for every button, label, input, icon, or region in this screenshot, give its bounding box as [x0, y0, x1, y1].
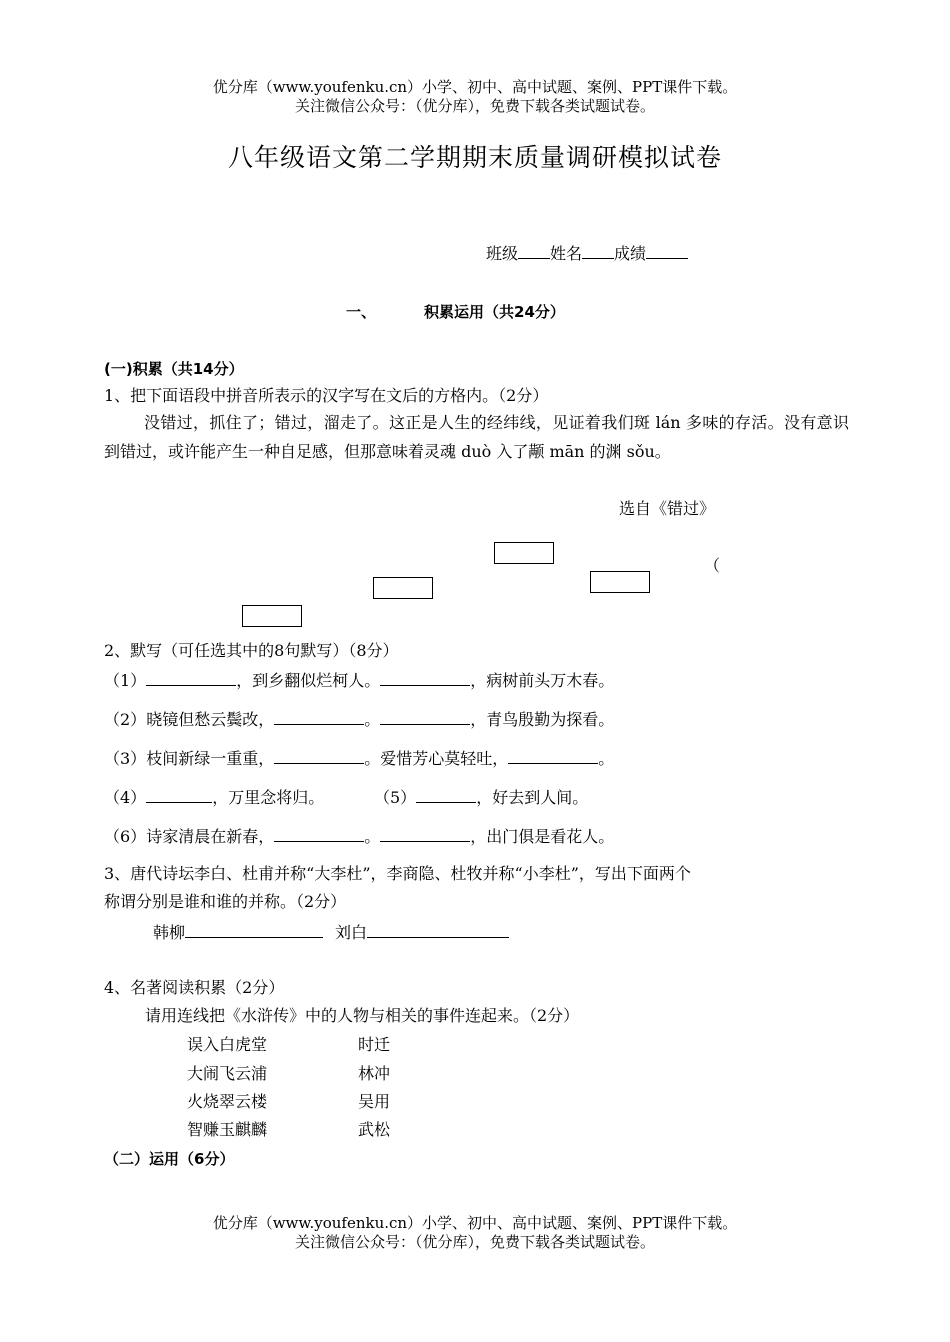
q2-line-5-number: （5） — [374, 788, 417, 807]
answer-box-3[interactable] — [590, 571, 650, 593]
q2-line-4 — [104, 787, 324, 808]
q3-prompt-line-1: 3、唐代诗坛李白、杜甫并称“大李杜”，李商隐、杜牧并称“小李杜”，写出下面两个 — [104, 864, 691, 883]
score-blank[interactable] — [646, 243, 688, 259]
q2-line-6-text-b: ，出门俱是看花人。 — [470, 827, 615, 846]
q2-line-1-blank-a[interactable] — [146, 670, 236, 686]
q4-person-3[interactable]: 吴用 — [358, 1092, 391, 1111]
q4-event-1[interactable]: 误入白虎堂 — [187, 1035, 268, 1054]
q2-line-4-number: （4） — [104, 788, 147, 807]
answer-box-2[interactable] — [373, 577, 433, 599]
q2-line-4-text: ，万里念将归。 — [212, 788, 325, 807]
q4-person-2[interactable]: 林冲 — [358, 1064, 391, 1083]
q4-person-4[interactable]: 武松 — [358, 1120, 391, 1139]
q2-line-2-number: （2） — [104, 710, 147, 729]
q2-line-3-text-b: 。 — [598, 749, 615, 768]
q2-line-3 — [104, 748, 614, 769]
part-1-title: (一)积累（共14分） — [104, 360, 244, 378]
q3-prompt-line-2: 称谓分别是谁和谁的并称。（2分） — [104, 892, 347, 911]
q2-line-2 — [104, 709, 614, 730]
q4-event-3[interactable]: 火烧翠云楼 — [187, 1092, 268, 1111]
q2-line-2-text-b: ，青鸟殷勤为探看。 — [470, 710, 615, 729]
footer-line-2: 关注微信公众号：（优分库），免费下载各类试题试卷。 — [294, 1233, 655, 1251]
class-label: 班级 — [486, 244, 519, 263]
q4-event-4[interactable]: 智赚玉麒麟 — [187, 1120, 268, 1139]
header-line-1: 优分库（www.youfenku.cn）小学、初中、高中试题、案例、PPT课件下载。 — [212, 78, 738, 96]
q2-line-3-number: （3） — [104, 749, 147, 768]
name-blank[interactable] — [582, 243, 614, 259]
q1-source: 选自《错过》 — [619, 499, 716, 518]
q2-line-1-blank-b[interactable] — [380, 670, 470, 686]
q1-paren: （ — [704, 556, 721, 575]
q2-line-6-blank-b[interactable] — [380, 826, 470, 842]
q2-line-5-text: ，好去到人间。 — [476, 788, 589, 807]
q3-blank-2[interactable] — [367, 922, 509, 938]
q2-line-6-text: 诗家清晨在新春， — [146, 827, 275, 846]
q3-label-1: 韩柳 — [153, 923, 186, 942]
q4-instruction: 请用连线把《水浒传》中的人物与相关的事件连起来。（2分） — [145, 1006, 580, 1025]
q3-blank-1[interactable] — [185, 922, 323, 938]
score-label: 成绩 — [614, 244, 647, 263]
answer-box-1[interactable] — [494, 542, 554, 564]
section-1-number: 一、 — [346, 303, 377, 321]
q2-prompt: 2、默写（可任选其中的8句默写）（8分） — [104, 641, 399, 660]
q2-line-2-text-a: 。 — [364, 710, 381, 729]
q2-line-1-text-a: ，到乡翻似烂柯人。 — [236, 671, 381, 690]
student-info-line — [486, 243, 688, 264]
footer-line-1: 优分库（www.youfenku.cn）小学、初中、高中试题、案例、PPT课件下载。 — [212, 1214, 738, 1232]
q2-line-1-text-b: ，病树前头万木春。 — [470, 671, 615, 690]
class-blank[interactable] — [518, 243, 550, 259]
q2-line-6-blank-a[interactable] — [274, 826, 364, 842]
q2-line-6-text-a: 。 — [364, 827, 381, 846]
q4-person-1[interactable]: 时迁 — [358, 1035, 391, 1054]
q2-line-3-blank-b[interactable] — [508, 748, 598, 764]
q2-line-3-text-a: 。爱惜芳心莫轻吐， — [364, 749, 509, 768]
q2-line-2-blank-a[interactable] — [274, 709, 364, 725]
header-line-2: 关注微信公众号：（优分库），免费下载各类试题试卷。 — [294, 97, 655, 115]
q2-line-1 — [104, 670, 614, 691]
q2-line-5 — [374, 787, 588, 808]
q2-line-4-blank[interactable] — [146, 787, 212, 803]
q1-passage: 没错过，抓住了；错过，溜走了。这正是人生的经纬线，见证着我们斑 lán 多味的存活。没有意识到错过，或许能产生一种自足感，但那意味着灵魂 duò 入了颟 mān 的渊 sǒu。 — [104, 413, 849, 461]
part-2-title: （二）运用（6分） — [104, 1150, 235, 1168]
q4-prompt: 4、名著阅读积累（2分） — [104, 978, 285, 997]
q2-line-2-text: 晓镜但愁云鬓改， — [146, 710, 275, 729]
q3-label-2: 刘白 — [335, 923, 368, 942]
q2-line-5-blank[interactable] — [416, 787, 476, 803]
q2-line-6 — [104, 826, 614, 847]
page-title: 八年级语文第二学期期末质量调研模拟试卷 — [227, 143, 722, 172]
section-1-title: 积累运用（共24分） — [424, 303, 565, 321]
q2-line-3-blank-a[interactable] — [274, 748, 364, 764]
q4-event-2[interactable]: 大闹飞云浦 — [187, 1064, 268, 1083]
q2-line-6-number: （6） — [104, 827, 147, 846]
name-label: 姓名 — [550, 244, 583, 263]
answer-box-4[interactable] — [242, 605, 302, 627]
q2-line-3-text: 枝间新绿一重重， — [146, 749, 275, 768]
q2-line-2-blank-b[interactable] — [380, 709, 470, 725]
q3-answers — [153, 922, 509, 943]
q2-line-1-number: （1） — [104, 671, 147, 690]
q1-prompt: 1、把下面语段中拼音所表示的汉字写在文后的方格内。（2分） — [104, 386, 549, 405]
